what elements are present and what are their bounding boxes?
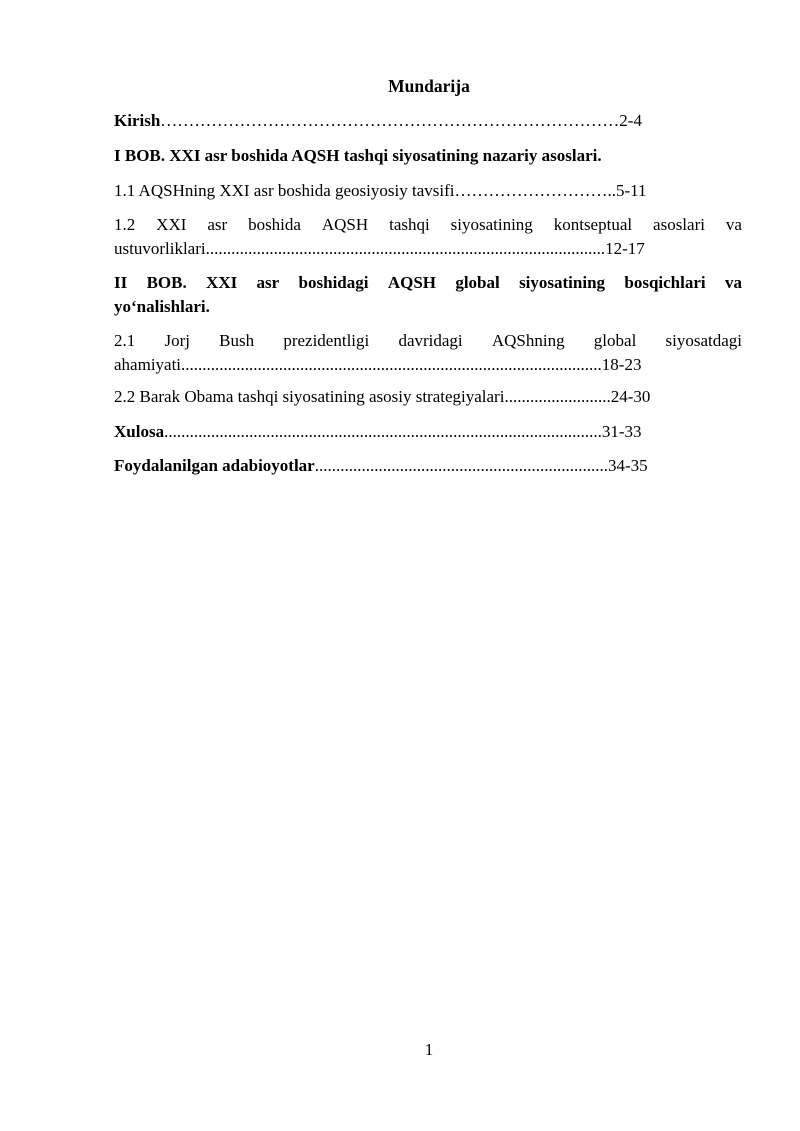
word: XXI: [156, 215, 187, 234]
toc-entry-1-2: [114, 213, 742, 261]
toc-entry-pages: 12-17: [605, 239, 645, 258]
toc-entry-pages: 5-11: [615, 181, 647, 200]
word: asoslari: [653, 215, 705, 234]
toc-entry-dots: .........................: [504, 387, 611, 406]
word: asr: [256, 273, 280, 292]
word: global: [455, 273, 500, 292]
toc-entry-line: [114, 237, 742, 261]
toc-entry-line: [114, 353, 742, 377]
toc-entry-line: [114, 329, 742, 353]
word: 2.1: [114, 331, 136, 350]
word: asr: [207, 215, 228, 234]
toc-entry-1-1: [114, 179, 647, 203]
toc-entry-pages: 18-23: [601, 355, 642, 374]
word: va: [725, 215, 742, 234]
word: 1.2: [114, 215, 136, 234]
toc-entry-label: 1.1 AQSHning XXI asr boshida geosiyosiy tavsifi: [114, 181, 455, 200]
word: prezidentligi: [283, 331, 370, 350]
toc-chapter-1-heading: [114, 144, 602, 168]
toc-entry-line: [114, 271, 742, 295]
word: va: [724, 273, 742, 292]
toc-entry-dots: .....................................................................: [314, 456, 608, 475]
word: kontseptual: [553, 215, 633, 234]
word: Bush: [219, 331, 255, 350]
toc-entry-pages: 24-30: [610, 387, 651, 406]
word: AQSH: [321, 215, 369, 234]
word: BOB.: [146, 273, 187, 292]
toc-entry-label: yo‘nalishlari.: [114, 297, 210, 316]
toc-entry-label: ahamiyati: [114, 355, 182, 374]
toc-entry-label: I BOB. XXI asr boshida AQSH tashqi siyosatining nazariy asoslari.: [114, 146, 602, 165]
word: II: [114, 273, 128, 292]
word: siyosatining: [519, 273, 606, 292]
toc-entry-label: 2.2 Barak Obama tashqi siyosatining asosiy strategiyalari: [114, 387, 505, 406]
toc-entry-line: [114, 295, 742, 319]
toc-entry-dots: ………………………..: [454, 181, 616, 200]
toc-title: Mundarija: [388, 76, 470, 96]
word: davridagi: [398, 331, 463, 350]
word: siyosatining: [450, 215, 533, 234]
word: boshida: [248, 215, 301, 234]
toc-entry-label: Xulosa: [114, 422, 165, 441]
word: AQShning: [491, 331, 565, 350]
page-number: 1: [424, 1040, 434, 1059]
toc-entry-dots: ...................................................................................................: [181, 355, 602, 374]
toc-entry-label: Kirish: [114, 111, 161, 130]
toc-entry-dots: .......................................................................................................: [164, 422, 602, 441]
word: AQSH: [387, 273, 436, 292]
toc-entry-dots: ………………………………………………………………………: [160, 111, 620, 130]
toc-entry-label: Foydalanilgan adabioyotlar: [114, 456, 315, 475]
word: global: [593, 331, 637, 350]
toc-entry-label: ustuvorliklari: [114, 239, 206, 258]
toc-chapter-2-heading: [114, 271, 742, 319]
word: XXI: [206, 273, 238, 292]
toc-entry-line: [114, 213, 742, 237]
toc-entry-dots: ..............................................................................................: [205, 239, 606, 258]
toc-entry-2-1: [114, 329, 742, 377]
word: bosqichlari: [624, 273, 706, 292]
toc-entry-pages: 31-33: [601, 422, 642, 441]
toc-entry-kirish: [114, 109, 642, 133]
toc-entry-xulosa: [114, 420, 642, 444]
word: Jorj: [164, 331, 190, 350]
word: tashqi: [389, 215, 430, 234]
word: siyosatdagi: [665, 331, 742, 350]
toc-entry-pages: 2-4: [619, 111, 642, 130]
toc-entry-pages: 34-35: [607, 456, 648, 475]
toc-entry-references: [114, 454, 648, 478]
toc-entry-2-2: [114, 385, 650, 409]
word: boshidagi: [298, 273, 369, 292]
